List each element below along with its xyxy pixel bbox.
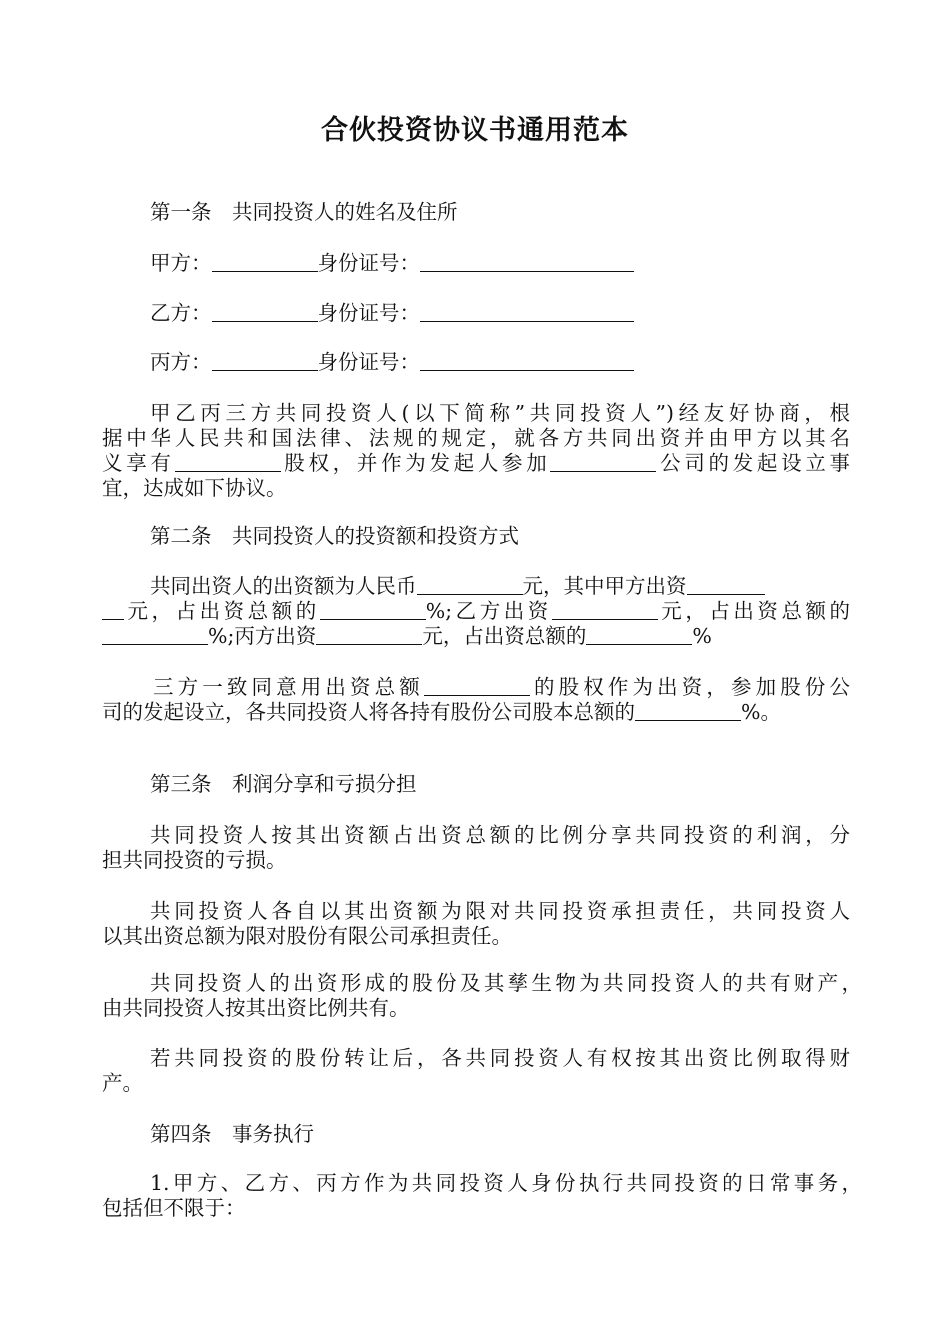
party-a-line — [150, 250, 898, 276]
art2-text: 共同出资人的出资额为人民币 — [150, 574, 417, 598]
party-c-id-label: 身份证号： — [317, 350, 420, 374]
art3-para3-line-2: 由共同投资人按其出资比例共有。 — [102, 996, 410, 1020]
party-c-label: 丙方： — [150, 350, 212, 374]
party-b-label: 乙方： — [150, 301, 212, 325]
art3-para2-line-1: 共同投资人各自以其出资额为限对共同投资承担责任，共同投资人 — [150, 899, 850, 923]
equity-share-blank[interactable] — [424, 675, 530, 696]
art2-text: 元，占出资总额的 — [657, 599, 851, 623]
preamble-line-2: 据中华人民共和国法律、法规的规定，就各方共同出资并由甲方以其名 — [102, 426, 850, 450]
art2-para2-line-1 — [153, 674, 850, 700]
party-a-label: 甲方： — [150, 251, 212, 275]
art4-para1-line-2: 包括但不限于： — [102, 1196, 246, 1220]
party-c-name-blank[interactable] — [212, 350, 318, 371]
art3-para1-line-2: 担共同投资的亏损。 — [102, 848, 287, 872]
preamble-line-4: 宜，达成如下协议。 — [102, 476, 287, 500]
party-c-line — [150, 349, 898, 375]
art2-text: 元，占出资总额的 — [124, 599, 320, 623]
preamble-line-3 — [102, 450, 850, 476]
art2-text: %;乙方出资 — [425, 599, 552, 623]
art4-para1-line-1: 1.甲方、乙方、丙方作为共同投资人身份执行共同投资的日常事务， — [150, 1171, 862, 1195]
art2-para2-line-2 — [102, 699, 850, 725]
article-4-heading: 第四条 事务执行 — [150, 1122, 314, 1146]
party-b-amount-blank[interactable] — [552, 599, 658, 620]
art3-para2-line-2: 以其出资总额为限对股份有限公司承担责任。 — [102, 924, 512, 948]
art2-text: 三方一致同意用出资总额 — [153, 675, 424, 699]
art2-text: 司的发起设立，各共同投资人将各持有股份公司股本总额的 — [102, 700, 635, 724]
party-a-ratio-blank[interactable] — [320, 599, 426, 620]
preamble-text: 股权，并作为发起人参加 — [280, 451, 551, 475]
party-c-id-blank[interactable] — [420, 350, 634, 371]
company-blank[interactable] — [550, 451, 656, 472]
art2-line-1 — [150, 573, 850, 599]
total-amount-blank[interactable] — [417, 574, 523, 595]
party-b-line — [150, 300, 898, 326]
art2-text: % — [692, 624, 712, 648]
art2-text: %。 — [741, 700, 781, 724]
art2-text: 的股权作为出资，参加股份公 — [529, 675, 850, 699]
party-a-amount-blank-cont[interactable] — [102, 599, 124, 620]
party-a-id-label: 身份证号： — [317, 251, 420, 275]
article-3-heading: 第三条 利润分享和亏损分担 — [150, 772, 417, 796]
art2-line-3 — [102, 623, 850, 649]
preamble-text: 义享有 — [102, 451, 175, 475]
share-ratio-blank[interactable] — [635, 700, 741, 721]
article-2-heading: 第二条 共同投资人的投资额和投资方式 — [150, 524, 519, 548]
art2-text: 元，其中甲方出资 — [522, 574, 687, 598]
party-a-amount-blank[interactable] — [687, 574, 765, 595]
party-c-ratio-blank[interactable] — [586, 624, 692, 645]
art3-para3-line-1: 共同投资人的出资形成的股份及其孳生物为共同投资人的共有财产， — [150, 971, 862, 995]
document-title: 合伙投资协议书通用范本 — [321, 115, 629, 146]
art3-para4-line-2: 产。 — [102, 1071, 143, 1095]
art3-para1-line-1: 共同投资人按其出资额占出资总额的比例分享共同投资的利润，分 — [150, 823, 850, 847]
party-a-name-blank[interactable] — [212, 251, 318, 272]
party-b-ratio-blank[interactable] — [102, 624, 208, 645]
party-b-id-label: 身份证号： — [317, 301, 420, 325]
party-c-amount-blank[interactable] — [316, 624, 422, 645]
party-b-name-blank[interactable] — [212, 301, 318, 322]
art2-line-2 — [102, 598, 850, 624]
preamble-line-1: 甲乙丙三方共同投资人(以下简称”共同投资人”)经友好协商，根 — [150, 401, 850, 425]
art2-text: 元，占出资总额的 — [422, 624, 587, 648]
preamble-text: 公司的发起设立事 — [656, 451, 851, 475]
party-b-id-blank[interactable] — [420, 301, 634, 322]
art2-text: %;丙方出资 — [208, 624, 317, 648]
equity-blank[interactable] — [175, 451, 281, 472]
party-a-id-blank[interactable] — [420, 251, 634, 272]
article-1-heading: 第一条 共同投资人的姓名及住所 — [150, 200, 458, 224]
art3-para4-line-1: 若共同投资的股份转让后，各共同投资人有权按其出资比例取得财 — [150, 1046, 850, 1070]
